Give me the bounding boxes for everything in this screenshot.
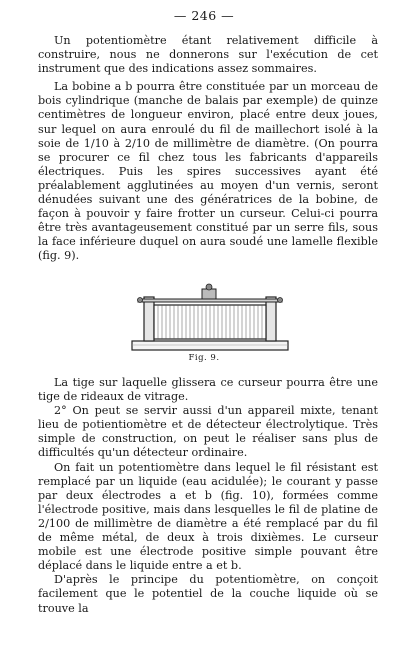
paragraph-liquide: On fait un potentiomètre dans lequel le fil résistant est remplacé par un liquide (eau acidulée); le courant y passe par deux électrodes a et b (fig. 10), formées comme l'électrode positive, mais dans lesquelles le fil de platine de 2/100 de millimètre de diamètre a été remplacé par du fil de même métal, de deux à trois dixièmes. Le curseur mobile est une électrode positive simple pouvant être déplacé dans le liquide entre a et b. bbox=[38, 460, 378, 573]
figure-caption: Fig. 9. bbox=[188, 353, 220, 363]
figure-potentiometer-illustration bbox=[130, 283, 290, 355]
bottom-text-block bbox=[38, 376, 378, 616]
page-number: — 246 — bbox=[173, 8, 235, 23]
paragraph-intro: Un potentiomètre étant relativement difficile à construire, nous ne donnerons sur l'exécution de cet instrument que des indications assez sommaires. bbox=[38, 34, 378, 76]
paragraph-tige: La tige sur laquelle glissera ce curseur pourra être une tige de rideaux de vitrage. bbox=[38, 376, 378, 404]
paragraph-bobine: La bobine a b pourra être constituée par un morceau de bois cylindrique (manche de balais par exemple) de quinze centimètres de longueur environ, placé entre deux joues, sur lequel on aura enroulé du fil de maillechort isolé à la soie de 1/10 à 2/10 de millimètre de diamètre. (On pourra se procurer ce fil chez tous les fabricants d'appareils électriques. Puis les spires successives ayant été préalablement agglutinées au moyen d'un vernis, seront dénudées suivant une des génératrices de la bobine, de façon à pouvoir y faire frotter un curseur. Celui-ci pourra être très avantageusement constitué par un serre fils, sous la face inférieure duquel on aura soudé une lamelle flexible (fig. 9). bbox=[38, 80, 378, 263]
paragraph-principe: D'après le principe du potentiomètre, on conçoit facilement que le potentiel de la couche liquide où se trouve la bbox=[38, 573, 378, 615]
top-text-block bbox=[38, 34, 378, 264]
paragraph-appareil-mixte: 2° On peut se servir aussi d'un appareil mixte, tenant lieu de potientiomètre et de détecteur électrolytique. Très simple de construction, on peut le réaliser sans plus de difficultés qu'un détecteur ordinaire. bbox=[38, 404, 378, 460]
